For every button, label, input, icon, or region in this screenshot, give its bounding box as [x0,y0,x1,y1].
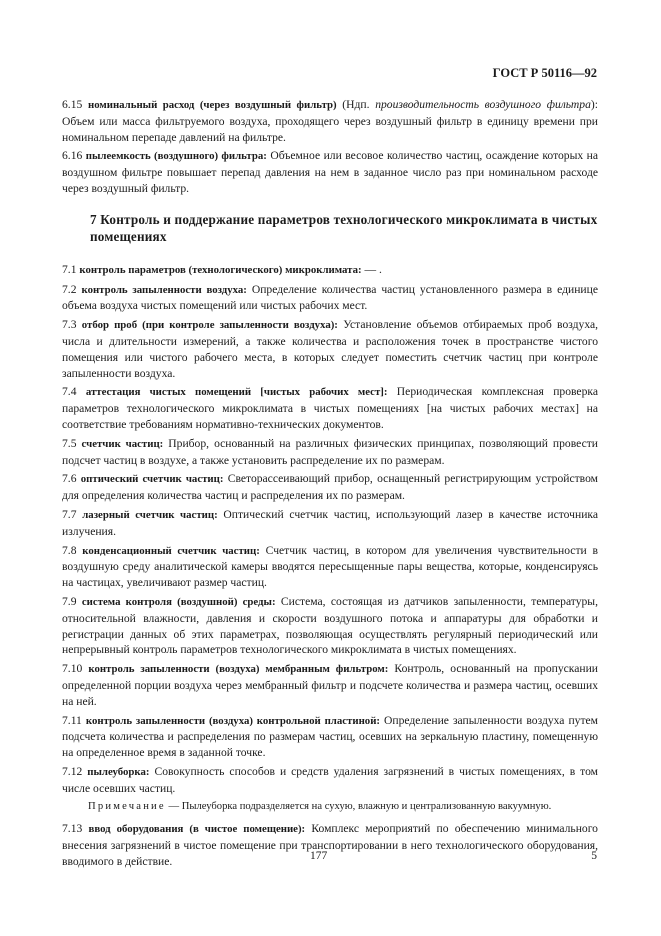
clause-number: 7.3 [62,318,77,332]
clause-number: 7.4 [62,385,77,399]
clause-number: 7.1 [62,262,77,276]
clause-term: оптический счетчик частиц: [80,473,224,486]
clause-6-15 [62,97,598,145]
clause-definition: Установление объемов отбираемых проб воздуха, числа и длительности измерений, а также количества и расположения точек в пространстве чистого помещения или чистого рабочего места, в которых следует поместить счетчик частиц при контроле запыленности воздуха. [62,318,599,380]
clause-definition: Комплекс мероприятий по обеспечению минимального внесения загрязнений в чистое помещение при транспортировании в него технологического оборудования, вводимого в действие. [62,822,598,868]
clause-term: контроль параметров (технологического) микроклимата: [79,263,362,276]
clause-term: контроль запыленности (воздуха) мембранным фильтром: [88,663,389,676]
deprecated-term: производительность воздушного фильтра [375,98,591,111]
note-text: — Пылеуборка подразделяется на сухую, влажную и централизованную вакуумную. [165,801,552,813]
clause-term: лазерный счетчик частиц: [82,508,218,521]
clause-7-6 [62,471,598,504]
clause-number: 7.6 [62,472,77,486]
clause-term: отбор проб (при контроле запыленности воздуха): [81,319,338,332]
clause-7-11 [62,713,598,761]
clause-definition: Совокупность способов и средств удаления загрязнений в чистых помещениях, в том числе осевших частиц. [62,764,598,795]
clause-definition: — . [361,262,382,276]
page-number: 177 [310,850,328,862]
clause-term: контроль запыленности воздуха: [81,283,247,296]
clause-definition: Счетчик частиц, в котором для увеличения чувствительности в воздушную среду аналитической камеры вводятся пересыщенные пары вещества, которые, конденсируясь на частицах, увеличивают размер частиц. [62,543,598,590]
clause-term: пылеуборка: [87,765,150,778]
sheet-number: 5 [591,850,597,862]
clause-definition: Прибор, основанный на различных физических принципах, позволяющий провести подсчет частиц в воздухе, а также установить распределение их по размерам. [62,436,598,467]
note [62,799,598,815]
clause-term: пылеемкость (воздушного) фильтра: [85,150,267,163]
clause-definition: Объем или масса фильтруемого воздуха, проходящего через воздушный фильтр в единицу времени при номинальном перепаде давлений на фильтре. [62,114,598,144]
clause-definition: Система, состоящая из датчиков запыленности, температуры, относительной влажности, давления и скорости воздушного потока и аппаратуры для обработки и регистрации данных об этих параметрах, позволяющая осуществлять регулярный периодический или непрерывный контроль параметров технологического микроклимата в чистых помещениях. [62,594,599,657]
section-7-title: 7 Контроль и поддержание параметров технологического микроклимата в чистых помещениях [90,211,598,244]
clause-7-13 [62,821,598,869]
clause-term: ввод оборудования (в чистое помещение): [88,823,306,836]
clause-7-7 [62,507,598,540]
clause-term: конденсационный счетчик частиц: [82,544,260,557]
clause-definition: Периодическая комплексная проверка параметров технологического микроклимата в чистых помещениях [на чистых рабочих местах] на соответствие требованиям нормативно-технических документов. [62,385,598,431]
clause-term: аттестация чистых помещений [чистых рабочих мест]: [85,386,388,399]
clause-number: 6.16 [62,149,83,163]
clause-definition: Оптический счетчик частиц, использующий лазер в качестве источника излучения. [62,507,598,538]
clause-definition: Контроль, основанный на пропускании определенной порции воздуха через мембранный фильтр и подсчете количества и размера частиц, осевших на ней. [62,662,598,708]
clause-term: контроль запыленности (воздуха) контрольной пластиной: [85,714,381,727]
clause-number: 6.15 [62,98,83,111]
clause-number: 7.2 [62,282,77,296]
clause-term: номинальный расход (через воздушный фильтр) [87,99,337,111]
clause-definition: Светорассеивающий прибор, оснащенный регистрирующим устройством для определения количества частиц и распределения их по размерам. [62,472,598,503]
clause-7-10 [62,661,598,709]
document-body [62,97,598,873]
note-label: Примечание [88,801,166,813]
clause-number: 7.5 [62,436,77,450]
clause-number: 7.11 [62,713,82,727]
clause-term: счетчик частиц: [81,437,164,450]
clause-number: 7.7 [62,507,77,521]
clause-number: 7.10 [62,662,83,676]
clause-7-5 [62,436,598,469]
clause-7-4 [62,384,598,432]
clause-7-1 [62,262,598,279]
clause-7-9 [62,594,598,658]
clause-number: 7.12 [62,764,83,778]
clause-term: система контроля (воздушной) среды: [81,595,276,608]
clause-7-8 [62,543,598,591]
clause-definition: Объемное или весовое количество частиц, осаждение которых на воздушном фильтре повышает перепад давления на нем в заданное число раз при номинальном расходе через воздушный фильтр. [62,149,598,195]
clause-number: 7.9 [62,594,77,608]
clause-number: 7.8 [62,543,77,557]
deprecated-suffix: ): [590,98,598,111]
clause-definition: Определение запыленности воздуха путем подсчета количества и распределения по размерам частиц, осевших на зеркальную пластину, помещенную на определенное время в заданной точке. [62,713,598,760]
standard-code: ГОСТ Р 50116—92 [492,66,597,80]
deprecated-prefix: (Ндп. [336,98,376,111]
clause-7-3 [62,317,598,381]
clause-7-12 [62,764,598,797]
clause-definition: Определение количества частиц установленного размера в единице объема воздуха чистых помещений или чистых рабочих мест. [62,282,598,313]
clause-7-2 [62,282,598,315]
clause-number: 7.13 [62,822,83,836]
clause-6-16 [62,148,598,196]
